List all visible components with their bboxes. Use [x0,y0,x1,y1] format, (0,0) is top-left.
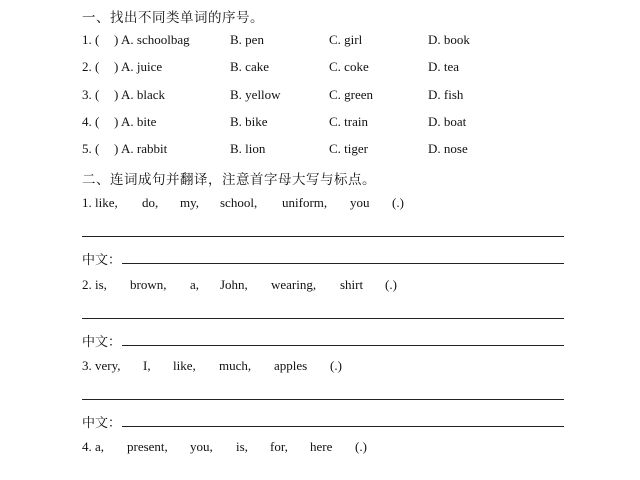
scrambled-word: shirt [340,277,364,292]
scrambled-word: 2. is, [82,277,107,292]
scrambled-word: a, [190,277,200,292]
scrambled-word: 3. very, [82,358,121,373]
chinese-answer-line[interactable] [122,426,564,427]
scrambled-word: (.) [385,277,397,292]
scrambled-word: like, [173,358,196,373]
option-d: D. book [428,32,470,47]
option-c: C. coke [329,59,369,74]
option-b: B. pen [230,32,264,47]
chinese-label: 中文： [82,334,122,349]
option-d: D. nose [428,141,468,156]
option-c: C. train [329,114,368,129]
option-a: A. rabbit [121,141,168,156]
option-d: D. boat [428,114,467,129]
answer-blank-close: ) [114,87,119,102]
answer-blank-close: ) [114,141,119,156]
scrambled-word: here [310,439,333,454]
scrambled-word: school, [220,195,258,210]
scrambled-word: my, [180,195,200,210]
scrambled-word: you [350,195,370,210]
section-2-heading: 二、连词成句并翻译，注意首字母大写与标点。 [82,172,376,187]
option-b: B. yellow [230,87,281,102]
scrambled-word: do, [142,195,159,210]
question-number: 4. ( [82,114,100,129]
answer-blank-close: ) [114,114,119,129]
option-d: D. fish [428,87,464,102]
answer-line[interactable] [82,318,564,319]
chinese-label: 中文： [82,252,122,267]
option-c: C. girl [329,32,363,47]
answer-line[interactable] [82,399,564,400]
option-a: A. bite [121,114,157,129]
scrambled-word: (.) [330,358,342,373]
question-number: 2. ( [82,59,100,74]
chinese-label: 中文： [82,415,122,430]
option-b: B. lion [230,141,266,156]
scrambled-word: brown, [130,277,167,292]
option-c: C. tiger [329,141,368,156]
answer-line[interactable] [82,236,564,237]
scrambled-word: uniform, [282,195,328,210]
option-c: C. green [329,87,374,102]
option-a: A. black [121,87,166,102]
scrambled-word: wearing, [271,277,317,292]
question-number: 1. ( [82,32,100,47]
chinese-answer-line[interactable] [122,263,564,264]
option-b: B. cake [230,59,269,74]
section-1-heading: 一、找出不同类单词的序号。 [82,10,264,25]
option-a: A. juice [121,59,163,74]
question-number: 3. ( [82,87,100,102]
scrambled-word: for, [270,439,288,454]
option-a: A. schoolbag [121,32,190,47]
scrambled-word: you, [190,439,213,454]
scrambled-word: 1. like, [82,195,118,210]
scrambled-word: much, [219,358,252,373]
scrambled-word: (.) [355,439,367,454]
answer-blank-close: ) [114,32,119,47]
scrambled-word: (.) [392,195,404,210]
scrambled-word: John, [220,277,248,292]
scrambled-word: present, [127,439,168,454]
question-number: 5. ( [82,141,100,156]
scrambled-word: 4. a, [82,439,105,454]
scrambled-word: I, [143,358,151,373]
option-d: D. tea [428,59,460,74]
option-b: B. bike [230,114,268,129]
chinese-answer-line[interactable] [122,345,564,346]
scrambled-word: apples [274,358,308,373]
scrambled-word: is, [236,439,248,454]
answer-blank-close: ) [114,59,119,74]
